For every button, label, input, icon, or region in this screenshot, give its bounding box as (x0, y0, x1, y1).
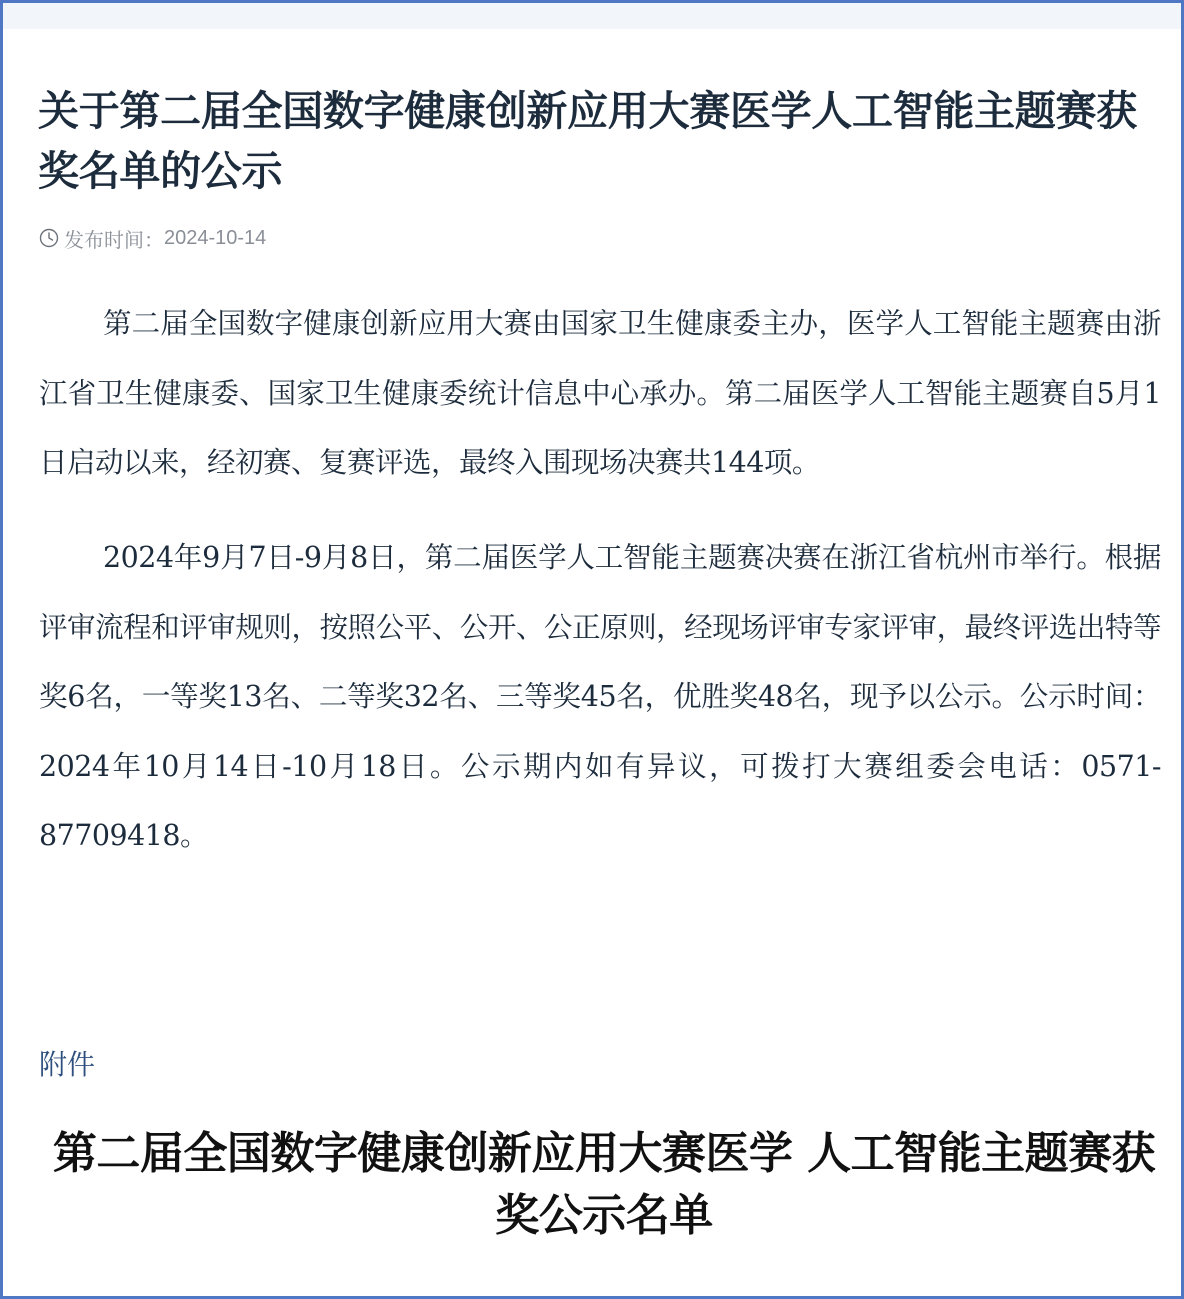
publish-label: 发布时间： (64, 229, 164, 252)
top-strip (3, 3, 1181, 29)
publish-date: 2024-10-14 (164, 226, 267, 249)
paragraph-1: 第二届全国数字健康创新应用大赛由国家卫生健康委主办，医学人工智能主题赛由浙江省卫生健康委、国家卫生健康委统计信息中心承办。第二届医学人工智能主题赛自5月1日启动以来，经初赛、复赛评选，最终入围现场决赛共144项。 (39, 307, 1161, 479)
attachment-label[interactable]: 附件 (39, 1048, 96, 1081)
attachment-list-title: 第二届全国数字健康创新应用大赛医学 人工智能主题赛获奖公示名单 (52, 1128, 1156, 1241)
publish-meta (39, 225, 266, 251)
paragraph-2: 2024年9月7日-9月8日，第二届医学人工智能主题赛决赛在浙江省杭州市举行。根据评审流程和评审规则，按照公平、公开、公正原则，经现场评审专家评审，最终评选出特等奖6名，一等奖13名、二等奖32名、三等奖45名，优胜奖48名，现予以公示。公示时间：2024年10月14日-10月18日。公示期内如有异议，可拨打大赛组委会电话：0571-87709418。 (39, 541, 1161, 852)
clock-icon (39, 228, 59, 248)
article-title: 关于第二届全国数字健康创新应用大赛医学人工智能主题赛获奖名单的公示 (38, 87, 1137, 195)
